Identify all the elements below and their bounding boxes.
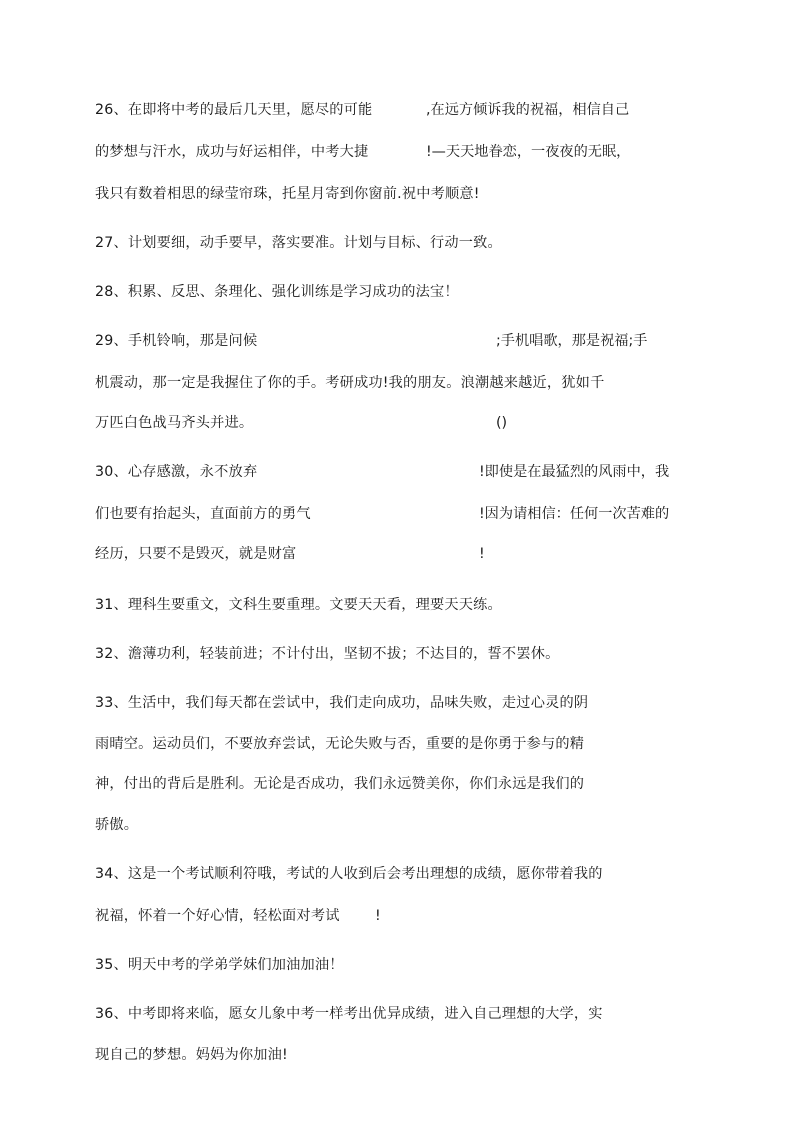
list-item-32: 32、澹薄功利，轻装前进；不计付出，坚韧不拔；不达目的，誓不罢休。 <box>95 646 560 662</box>
line-29-1a: 29、手机铃响，那是问候 <box>95 333 258 349</box>
line-26-1a: 26、在即将中考的最后几天里，愿尽的可能 <box>95 102 373 118</box>
list-item-28: 28、积累、反思、条理化、强化训练是学习成功的法宝！ <box>95 284 459 300</box>
line-34-1: 34、这是一个考试顺利符哦，考试的人收到后会考出理想的成绩，愿你带着我的 <box>95 866 603 882</box>
line-29-3a: 万匹白色战马齐头并进。 <box>95 415 254 431</box>
line-26-2a: 的梦想与汗水，成功与好运相伴，中考大捷 <box>95 144 369 160</box>
line-30-3b: ! <box>479 546 485 562</box>
line-26-3: 我只有数着相思的绿莹帘珠，托星月寄到你窗前.祝中考顺意! <box>95 186 480 202</box>
line-30-2b: !因为请相信：任何一次苦难的 <box>479 506 670 522</box>
list-item-27: 27、计划要细，动手要早，落实要准。计划与目标、行动一致。 <box>95 235 502 251</box>
line-29-1b: ;手机唱歌，那是祝福;手 <box>496 333 648 349</box>
line-36-2: 现自己的梦想。妈妈为你加油! <box>95 1047 288 1063</box>
line-29-3b: () <box>496 415 508 431</box>
line-34-2b: ! <box>375 908 381 924</box>
line-30-3a: 经历，只要不是毁灭，就是财富 <box>95 546 297 562</box>
line-33-1: 33、生活中，我们每天都在尝试中，我们走向成功，品味失败，走过心灵的阴 <box>95 695 589 711</box>
list-item-35: 35、明天中考的学弟学妹们加油加油！ <box>95 957 344 973</box>
line-34-2a: 祝福，怀着一个好心情，轻松面对考试 <box>95 908 340 924</box>
line-30-2a: 们也要有抬起头，直面前方的勇气 <box>95 506 311 522</box>
line-26-2b: !—天天地眷恋，一夜夜的无眠， <box>426 144 631 160</box>
line-36-1: 36、中考即将来临，愿女儿象中考一样考出优异成绩，进入自己理想的大学，实 <box>95 1006 603 1022</box>
line-30-1b: !即使是在最猛烈的风雨中，我 <box>479 464 670 480</box>
line-33-3: 神，付出的背后是胜利。无论是否成功，我们永远赞美你，你们永远是我们的 <box>95 776 585 792</box>
line-26-1b: ,在远方倾诉我的祝福，相信自己 <box>426 102 630 118</box>
list-item-31: 31、理科生要重文，文科生要重理。文要天天看，理要天天练。 <box>95 597 502 613</box>
line-33-4: 骄傲。 <box>95 817 139 833</box>
line-30-1a: 30、心存感激，永不放弃 <box>95 464 258 480</box>
line-33-2: 雨晴空。运动员们，不要放弃尝试，无论失败与否，重要的是你勇于参与的精 <box>95 736 585 752</box>
line-29-2: 机震动，那一定是我握住了你的手。考研成功!我的朋友。浪潮越来越近，犹如千 <box>95 375 605 391</box>
